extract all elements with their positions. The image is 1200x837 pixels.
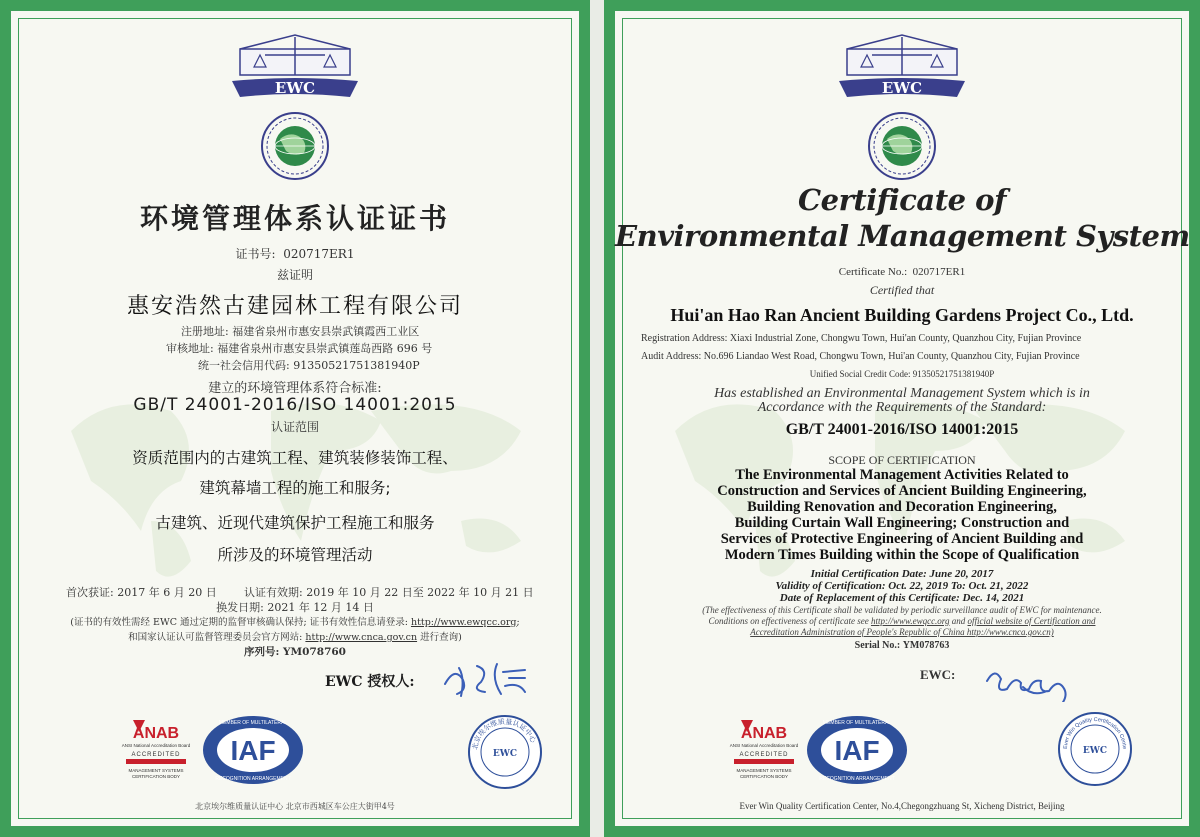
ewc-emblem [827, 31, 977, 191]
validity-note-2: Conditions on effectiveness of certificate see http://www.ewqcc.org and official website of Certification and [708, 616, 1096, 626]
company-name: Hui'an Hao Ran Ancient Building Gardens Project Co., Ltd. [670, 305, 1134, 325]
certify-text: 兹证明 [276, 268, 313, 282]
svg-text:EWC: EWC [881, 79, 923, 97]
first-issue-date: 首次获证: 2017 年 6 月 20 日 [66, 586, 217, 599]
svg-text:IAF: IAF [834, 735, 880, 766]
serial-number: 序列号: YM078760 [243, 646, 346, 658]
credit-code: Unified Social Credit Code: 91350521751381940P [809, 369, 995, 379]
ewc-seal [1057, 711, 1133, 787]
scope-line: Building Curtain Wall Engineering; Construction and [734, 515, 1070, 531]
certificate-number: Certificate No.: 020717ER1 [838, 266, 966, 278]
signature [439, 656, 539, 701]
established-line2: Accordance with the Requirements of the Standard: [757, 400, 1047, 415]
standard-name: GB/T 24001-2016/ISO 14001:2015 [785, 421, 1019, 438]
svg-text:EWC: EWC [1082, 746, 1108, 756]
ewqcc-link[interactable]: http://www.ewqcc.org [870, 616, 950, 626]
svg-text:EWC: EWC [492, 749, 518, 759]
conformity-statement: 建立的环境管理体系符合标准: [208, 381, 382, 396]
initial-certification-date: Initial Certification Date: June 20, 2017 [810, 568, 994, 580]
svg-text:MANAGEMENT SYSTEMS: MANAGEMENT SYSTEMS [736, 768, 792, 773]
audit-address: 审核地址: 福建省泉州市惠安县崇武镇莲岛西路 696 号 [166, 342, 433, 355]
scope-line: Building Renovation and Decoration Engineering, [747, 499, 1057, 515]
certificate-title-line2: Environmental Management System [615, 219, 1190, 253]
certificate-number: 证书号: 020717ER1 [235, 247, 355, 261]
svg-text:MEMBER OF MULTILATERAL: MEMBER OF MULTILATERAL [218, 720, 288, 726]
svg-text:MANAGEMENT SYSTEMS: MANAGEMENT SYSTEMS [128, 768, 184, 773]
svg-text:IAF: IAF [230, 735, 276, 766]
iaf-logo [201, 714, 306, 786]
svg-text:ACCREDITED: ACCREDITED [131, 752, 181, 758]
chinese-certificate [0, 0, 590, 837]
signature [983, 657, 1093, 702]
registration-address: Registration Address: Xiaxi Industrial Zone, Chongwu Town, Hui'an County, Quanzhou City, Fujian Province [641, 333, 1082, 344]
ewqcc-link[interactable]: http://www.ewqcc.org [410, 617, 517, 628]
svg-text:ANSI National Accreditation Bo: ANSI National Accreditation Board [729, 743, 799, 748]
scope-line: 建筑幕墙工程的施工和服务; [199, 479, 391, 497]
validity-note: (证书的有效性需经 EWC 通过定期的监督审核确认保持; 证书有效性信息请登录: http://www.ewqcc.org; [70, 617, 520, 628]
svg-text:MEMBER OF MULTILATERAL: MEMBER OF MULTILATERAL [822, 720, 892, 726]
svg-text:北京埃尔维质量认证中心: 北京埃尔维质量认证中心 [470, 717, 538, 751]
iaf-logo [805, 714, 910, 786]
svg-text:ACCREDITED: ACCREDITED [739, 752, 789, 758]
certified-that: Certified that [869, 283, 935, 297]
scope-line: 所涉及的环境管理活动 [217, 546, 373, 564]
cnca-link[interactable]: Accreditation Administration of People's Republic of China http://www.cnca.gov.cn) [750, 627, 1054, 637]
svg-text:CERTIFICATION BODY: CERTIFICATION BODY [739, 774, 789, 779]
svg-text:ANAB: ANAB [740, 725, 788, 742]
scope-line: Services of Protective Engineering of Ancient Building and [720, 531, 1084, 547]
validity-note-3 [615, 627, 1189, 638]
certificate-title: 环境管理体系认证证书 [139, 202, 450, 235]
standard-name: GB/T 24001-2016/ISO 14001:2015 [133, 395, 457, 415]
validity-period: 认证有效期: 2019 年 10 月 22 日至 2022 年 10 月 21 日 [244, 586, 534, 599]
scope-label: 认证范围 [270, 420, 319, 434]
english-certificate [604, 0, 1200, 837]
company-name: 惠安浩然古建园林工程有限公司 [126, 294, 463, 319]
certificate-title-line1: Certificate of [798, 183, 1006, 217]
svg-text:EWC: EWC [274, 79, 316, 97]
ewc-signature-label: EWC: [920, 667, 956, 682]
scope-line: Construction and Services of Ancient Building Engineering, [717, 483, 1087, 499]
svg-text:RECOGNITION ARRANGEMENT: RECOGNITION ARRANGEMENT [819, 776, 895, 782]
authorized-label: EWC 授权人: [325, 674, 415, 690]
validity-note-2: 和国家认证认可监督管理委员会官方网站: http://www.cnca.gov.cn 进行查询) [128, 632, 462, 643]
replacement-date: Date of Replacement of this Certificate: Dec. 14, 2021 [779, 592, 1025, 604]
anab-logo [719, 716, 809, 786]
footer-address: Ever Win Quality Certification Center, No.4,Chegongzhuang St, Xicheng District, Beijing [739, 801, 1065, 811]
credit-code: 统一社会信用代码: 91350521751381940P [198, 359, 420, 372]
svg-text:ANSI National Accreditation Bo: ANSI National Accreditation Board [121, 743, 191, 748]
established-line1: Has established an Environmental Management System which is in [714, 386, 1090, 401]
scope-line: 资质范围内的古建筑工程、建筑装修装饰工程、 [132, 449, 458, 467]
scope-line: Modern Times Building within the Scope of Qualification [724, 547, 1080, 563]
svg-text:RECOGNITION ARRANGEMENT: RECOGNITION ARRANGEMENT [215, 776, 291, 782]
svg-text:CERTIFICATION BODY: CERTIFICATION BODY [131, 774, 181, 779]
scope-line: 古建筑、近现代建筑保护工程施工和服务 [155, 514, 435, 532]
ewc-seal [467, 714, 543, 790]
footer-address: 北京埃尔维质量认证中心 北京市西城区车公庄大街甲4号 [195, 802, 395, 811]
svg-text:Ever Win Quality Certification: Ever Win Quality Certification Cente [1062, 716, 1128, 750]
svg-text:ANAB: ANAB [132, 725, 180, 742]
cnca-link[interactable]: http://www.cnca.gov.cn [305, 632, 418, 643]
validity-note-1: (The effectiveness of this Certificate shall be validated by periodic surveillance audit of EWC for maintenance. [702, 605, 1102, 615]
registration-address: 注册地址: 福建省泉州市惠安县崇武镇霞西工业区 [181, 325, 420, 338]
audit-address: Audit Address: No.696 Liandao West Road, Chongwu Town, Hui'an County, Quanzhou City, Fujian Province [641, 351, 1080, 362]
serial-number: Serial No.: YM078763 [854, 640, 950, 651]
anab-logo [111, 716, 201, 786]
validity-period: Validity of Certification: Oct. 22, 2019 To: Oct. 21, 2022 [775, 580, 1029, 592]
reissue-date: 换发日期: 2021 年 12 月 14 日 [216, 601, 374, 614]
ewc-emblem [220, 31, 370, 191]
scope-label: SCOPE OF CERTIFICATION [828, 453, 976, 467]
scope-line: The Environmental Management Activities Related to [735, 467, 1069, 483]
